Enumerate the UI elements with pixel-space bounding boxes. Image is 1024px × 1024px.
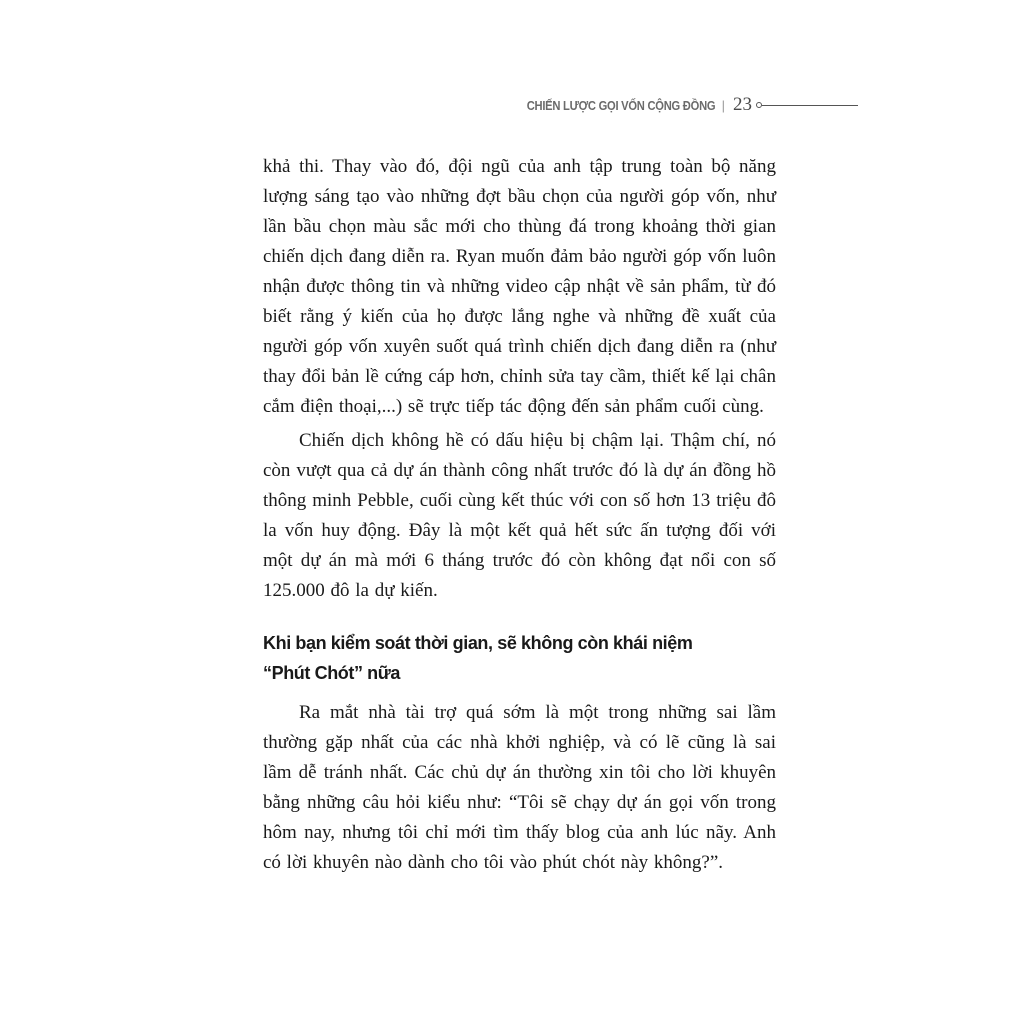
section-heading-line-2: “Phút Chót” nữa xyxy=(263,663,401,683)
header-separator: | xyxy=(721,97,725,113)
paragraph-launch-advice: Ra mắt nhà tài trợ quá sớm là một trong những sai lầm thường gặp nhất của các nhà khởi nghiệp, và có lẽ cũng là sai lầm dễ tránh nhất. Các chủ dự án thường xin tôi cho lời khuyên bằng những câu hỏi kiểu như: “Tôi sẽ chạy dự án gọi vốn trong hôm nay, nhưng tôi chỉ mới tìm thấy blog của anh lúc nãy. Anh có lời khuyên nào dành cho tôi vào phút chót này không?”. xyxy=(263,702,776,873)
paragraph-continued: khả thi. Thay vào đó, đội ngũ của anh tập trung toàn bộ năng lượng sáng tạo vào những đợt bầu chọn của người góp vốn, như lần bầu chọn màu sắc mới cho thùng đá trong khoảng thời gian chiến dịch đang diễn ra. Ryan muốn đảm bảo người góp vốn luôn nhận được thông tin và những video cập nhật về sản phẩm, từ đó biết rằng ý kiến của họ được lắng nghe và những đề xuất của người góp vốn xuyên suốt quá trình chiến dịch đang diễn ra (như thay đổi bản lề cứng cáp hơn, chỉnh sửa tay cầm, thiết kế lại chân cắm điện thoại,...) sẽ trực tiếp tác động đến sản phẩm cuối cùng. xyxy=(263,156,776,417)
page-body xyxy=(263,152,776,882)
running-header xyxy=(496,94,858,116)
paragraph-campaign-result: Chiến dịch không hề có dấu hiệu bị chậm lại. Thậm chí, nó còn vượt qua cả dự án thành công nhất trước đó là dự án đồng hồ thông minh Pebble, cuối cùng kết thúc với con số hơn 13 triệu đô la vốn huy động. Đây là một kết quả hết sức ấn tượng đối với một dự án mà mới 6 tháng trước đó còn không đạt nổi con số 125.000 đô la dự kiến. xyxy=(263,430,776,601)
page-number: 23 xyxy=(733,94,752,115)
section-heading xyxy=(263,628,776,688)
header-rule xyxy=(756,102,858,108)
chapter-title: CHIẾN LƯỢC GỌI VỐN CỘNG ĐỒNG xyxy=(526,97,716,113)
rule-line xyxy=(762,105,858,106)
section-heading-line-1: Khi bạn kiểm soát thời gian, sẽ không còn khái niệm xyxy=(263,633,693,653)
